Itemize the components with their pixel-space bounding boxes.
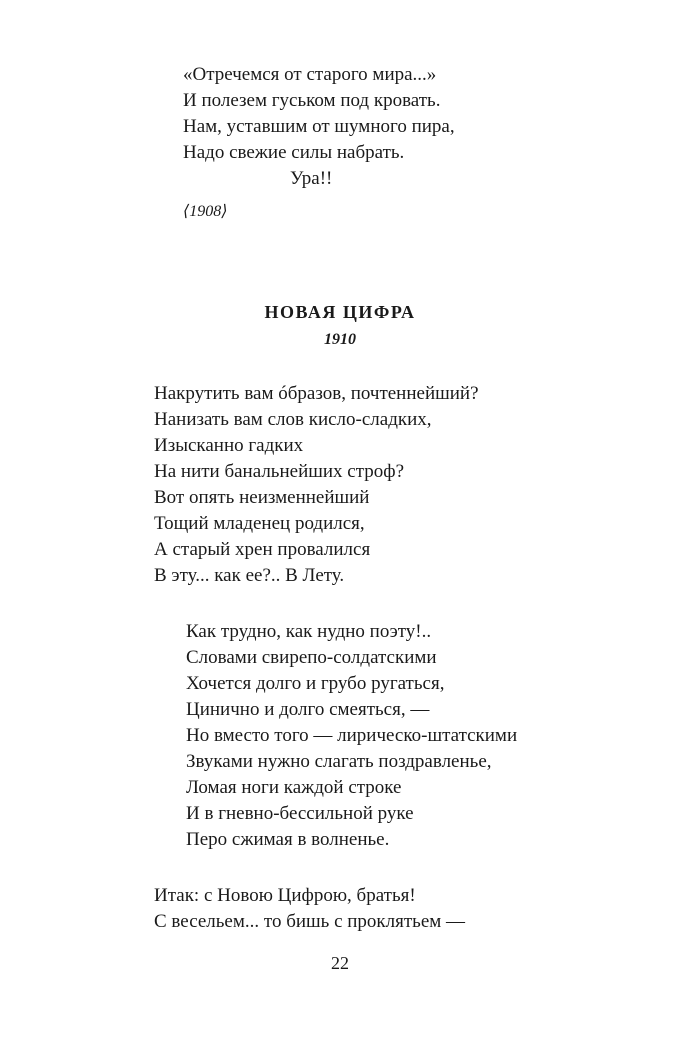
poem-line: Вот опять неизменнейший	[154, 487, 370, 508]
poem-line: Нанизать вам слов кисло-сладких,	[154, 409, 432, 430]
poem-line: И в гневно-бессильной руке	[186, 803, 414, 824]
poem-line: На нити банальнейших строф?	[154, 461, 405, 482]
poem-year: 1910	[324, 331, 356, 348]
poem-line: Хочется долго и грубо ругаться,	[186, 673, 445, 694]
poem-line: «Отречемся от старого мира...»	[183, 64, 437, 85]
poem-date: ⟨1908⟩	[183, 203, 228, 220]
poem-title: НОВАЯ ЦИФРА	[264, 302, 416, 322]
poem-line: Ломая ноги каждой строке	[186, 777, 402, 798]
poem-line: В эту... как ее?.. В Лету.	[154, 565, 345, 586]
poem-line: И полезем гуськом под кровать.	[183, 90, 441, 111]
poem-line: Тощий младенец родился,	[154, 513, 365, 534]
poem-line: Изысканно гадких	[154, 435, 304, 456]
poem-line: Как трудно, как нудно поэту!..	[186, 621, 432, 642]
poem-line: Итак: с Новою Цифрою, братья!	[154, 885, 416, 906]
poem-line: Нам, уставшим от шумного пира,	[183, 116, 455, 137]
poem-line: Накрутить вам óбразов, почтеннейший?	[154, 383, 479, 404]
poem-line: Ура!!	[290, 168, 333, 189]
page-number: 22	[331, 953, 349, 973]
poem-line: Перо сжимая в волненье.	[186, 829, 390, 850]
poem-line: С весельем... то бишь с проклятьем —	[154, 911, 466, 932]
poem-line: Звуками нужно слагать поздравленье,	[186, 751, 492, 772]
poem-line: Словами свирепо-солдатскими	[186, 647, 437, 668]
poem-line: Надо свежие силы набрать.	[183, 142, 405, 163]
poem-line: Но вместо того — лирическо-штатскими	[186, 725, 518, 746]
poem-line: А старый хрен провалился	[154, 539, 371, 560]
poem-line: Цинично и долго смеяться, —	[186, 699, 430, 720]
